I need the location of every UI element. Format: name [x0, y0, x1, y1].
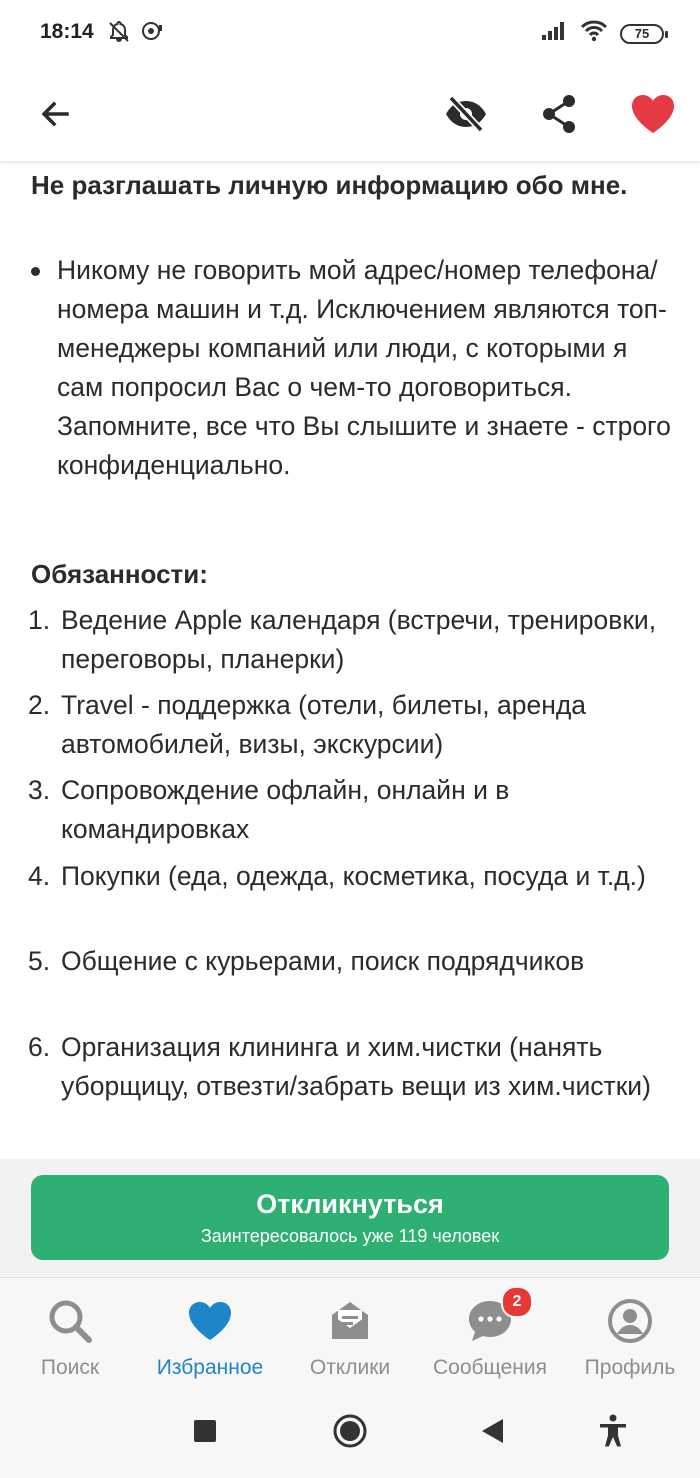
privacy-heading: Не разглашать личную информацию обо мне. [31, 170, 628, 200]
respond-button[interactable] [31, 1175, 669, 1260]
app-bar [0, 66, 700, 161]
profile-icon [605, 1296, 655, 1346]
chat-icon [465, 1293, 522, 1346]
nav-search[interactable]: Поиск [20, 1278, 120, 1386]
signal-icon [540, 21, 568, 46]
bell-off-icon [107, 20, 131, 49]
bullet-dot [31, 267, 40, 276]
share-icon[interactable] [531, 86, 587, 142]
heart-icon [185, 1296, 235, 1346]
wifi-icon [580, 20, 608, 47]
privacy-bullet-text: Никому не говорить мой адрес/номер телефона/номера машин и т.д. Исключением являются топ-менеджеры компаний или люди, с которыми я сам попросил Вас о чем-то договориться. Запомните, все что Вы слышите и знаете - строго конфиденциально. [57, 255, 671, 480]
back-triangle-icon[interactable] [472, 1411, 512, 1451]
hide-icon[interactable] [438, 86, 494, 142]
back-arrow-icon[interactable] [27, 86, 83, 142]
respond-panel [0, 1159, 700, 1277]
duties-heading: Обязанности: [31, 559, 208, 589]
search-icon [45, 1296, 95, 1346]
status-time: 18:14 [40, 20, 94, 43]
interested-count: Заинтересовалось уже 119 человек [200, 1225, 500, 1246]
unread-badge: 2 [501, 1286, 533, 1318]
respond-button-label: Откликнуться [256, 1188, 444, 1219]
home-circle-icon[interactable] [330, 1411, 370, 1451]
nav-messages[interactable]: 2 Сообщения [425, 1278, 555, 1386]
system-navigation-bar [0, 1385, 700, 1478]
bottom-navigation [0, 1277, 700, 1385]
vacancy-description: Не разглашать личную информацию обо мне. Никому не говорить мой адрес/номер телефона/номера машин и т.д. Исключением являются топ-менеджеры компаний или люди, с которыми я сам попросил Вас о чем-то договориться. Запомните, все что Вы слышите и знаете - строго конфиденциально. Обязанности: 1. Ведение Apple календаря (встречи, тренировки, переговоры, планерки) 2. Travel - поддержка (отели, билеты, аренда автомобилей, визы, экскурсии) 3. Сопровождение офлайн, онлайн и в командировках 4. Покупки (еда, одежда, косметика, посуда и т.д.) 5. Общение с курьерами, поиск подрядчиков 6. Организация клининга и хим.чистки (нанять уборщицу, отвезти/забрать вещи из хим.чистки) [0, 161, 700, 1159]
nav-responses[interactable]: Отклики [300, 1278, 400, 1386]
media-icon [141, 20, 163, 49]
accessibility-icon[interactable] [593, 1411, 633, 1451]
recents-square-icon[interactable] [185, 1411, 225, 1451]
favorite-heart-icon[interactable] [625, 86, 681, 142]
nav-favorites[interactable]: Избранное [145, 1278, 275, 1386]
status-bar [0, 0, 700, 66]
battery-icon: 75 [620, 24, 664, 44]
responses-icon [325, 1296, 375, 1346]
nav-profile[interactable]: Профиль [580, 1278, 680, 1386]
